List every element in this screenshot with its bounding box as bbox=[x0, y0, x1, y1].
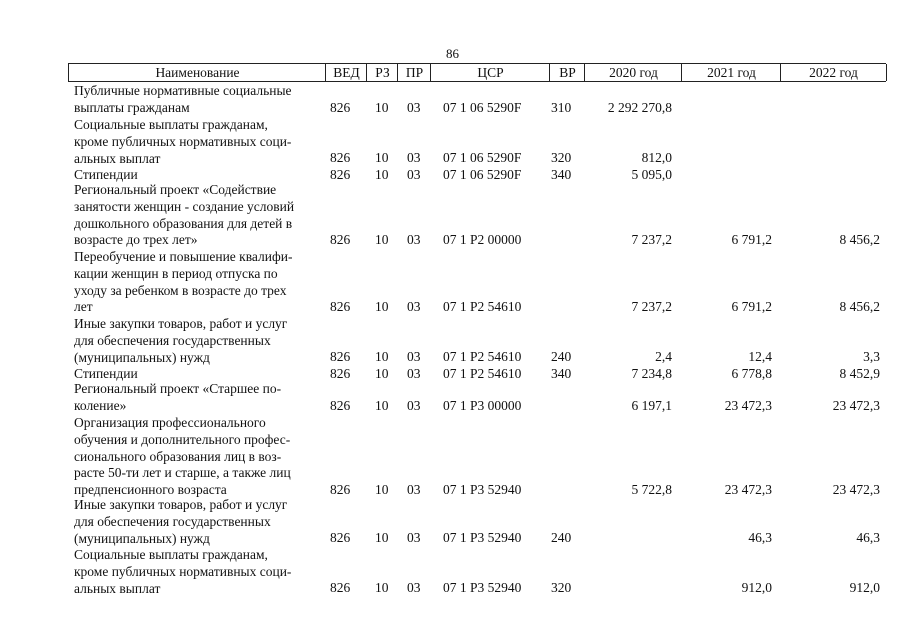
row-2022: 3,3 bbox=[863, 349, 880, 365]
row-name: Социальные выплаты гражданам, кроме публичных нормативных соци- альных выплат bbox=[74, 117, 292, 166]
row-2022: 46,3 bbox=[856, 530, 880, 546]
row-2020: 2 292 270,8 bbox=[607, 100, 672, 116]
row-rz: 10 bbox=[375, 100, 389, 116]
row-vr: 320 bbox=[551, 580, 572, 596]
page-number: 86 bbox=[446, 46, 459, 61]
header-name: Наименование bbox=[68, 64, 326, 81]
table-row bbox=[0, 117, 905, 167]
row-2020: 5 095,0 bbox=[631, 167, 672, 183]
row-2021: 6 778,8 bbox=[731, 366, 772, 382]
row-ved: 826 bbox=[330, 100, 351, 116]
row-rz: 10 bbox=[375, 366, 389, 382]
row-2020: 2,4 bbox=[655, 349, 672, 365]
row-rz: 10 bbox=[375, 232, 389, 248]
row-pr: 03 bbox=[407, 349, 421, 365]
row-ved: 826 bbox=[330, 349, 351, 365]
table-row bbox=[0, 83, 905, 117]
table-row bbox=[0, 182, 905, 249]
row-ved: 826 bbox=[330, 232, 351, 248]
row-pr: 03 bbox=[407, 150, 421, 166]
row-vr: 340 bbox=[551, 366, 572, 382]
row-rz: 10 bbox=[375, 398, 389, 414]
row-2020: 5 722,8 bbox=[631, 482, 672, 498]
row-pr: 03 bbox=[407, 100, 421, 116]
row-2022: 8 456,2 bbox=[839, 232, 880, 248]
row-rz: 10 bbox=[375, 150, 389, 166]
row-ved: 826 bbox=[330, 299, 351, 315]
row-2022: 23 472,3 bbox=[832, 482, 880, 498]
row-2021: 23 472,3 bbox=[724, 482, 772, 498]
row-ved: 826 bbox=[330, 580, 351, 596]
row-2020: 7 237,2 bbox=[631, 232, 672, 248]
row-csr: 07 1 06 5290F bbox=[443, 167, 522, 183]
row-pr: 03 bbox=[407, 530, 421, 546]
row-vr: 310 bbox=[551, 100, 572, 116]
row-2021: 46,3 bbox=[748, 530, 772, 546]
row-rz: 10 bbox=[375, 167, 389, 183]
row-2021: 23 472,3 bbox=[724, 398, 772, 414]
row-ved: 826 bbox=[330, 150, 351, 166]
row-csr: 07 1 Р3 52940 bbox=[443, 530, 522, 546]
row-name: Организация профессионального обучения и дополнительного профес- сионального образования лиц в воз- расте 50-ти лет и старше, а также лиц предпенсионного возраста bbox=[74, 415, 291, 498]
header-ved: ВЕД bbox=[325, 64, 367, 81]
row-pr: 03 bbox=[407, 299, 421, 315]
row-2020: 7 234,8 bbox=[631, 366, 672, 382]
row-2020: 7 237,2 bbox=[631, 299, 672, 315]
row-ved: 826 bbox=[330, 530, 351, 546]
row-ved: 826 bbox=[330, 167, 351, 183]
row-vr: 240 bbox=[551, 530, 572, 546]
row-csr: 07 1 Р2 54610 bbox=[443, 349, 522, 365]
row-rz: 10 bbox=[375, 580, 389, 596]
row-name: Иные закупки товаров, работ и услуг для обеспечения государственных (муниципальных) нужд bbox=[74, 316, 288, 365]
row-2021: 6 791,2 bbox=[731, 232, 772, 248]
row-ved: 826 bbox=[330, 482, 351, 498]
table-row bbox=[0, 547, 905, 597]
row-ved: 826 bbox=[330, 366, 351, 382]
row-vr: 340 bbox=[551, 167, 572, 183]
row-name: Социальные выплаты гражданам, кроме публичных нормативных соци- альных выплат bbox=[74, 547, 292, 596]
table-row bbox=[0, 415, 905, 499]
row-csr: 07 1 Р2 54610 bbox=[443, 366, 522, 382]
row-csr: 07 1 06 5290F bbox=[443, 100, 522, 116]
header-rz: РЗ bbox=[366, 64, 398, 81]
header-vr: ВР bbox=[549, 64, 585, 81]
row-pr: 03 bbox=[407, 482, 421, 498]
row-rz: 10 bbox=[375, 349, 389, 365]
row-name: Региональный проект «Старшее по- коление» bbox=[74, 381, 282, 413]
row-csr: 07 1 Р3 00000 bbox=[443, 398, 522, 414]
row-2022: 23 472,3 bbox=[832, 398, 880, 414]
row-csr: 07 1 Р2 00000 bbox=[443, 232, 522, 248]
row-rz: 10 bbox=[375, 530, 389, 546]
header-2021: 2021 год bbox=[681, 64, 781, 81]
header-2020: 2020 год bbox=[584, 64, 682, 81]
table-row bbox=[0, 316, 905, 366]
row-pr: 03 bbox=[407, 232, 421, 248]
row-name: Региональный проект «Содействие занятости женщин - создание условий дошкольного образования для детей в возрасте до трех лет» bbox=[74, 182, 295, 248]
header-csr: ЦСР bbox=[430, 64, 550, 81]
row-name: Иные закупки товаров, работ и услуг для обеспечения государственных (муниципальных) нужд bbox=[74, 497, 288, 546]
row-csr: 07 1 Р2 54610 bbox=[443, 299, 522, 315]
table-row bbox=[0, 249, 905, 316]
row-pr: 03 bbox=[407, 398, 421, 414]
header-2022: 2022 год bbox=[780, 64, 887, 81]
row-csr: 07 1 Р3 52940 bbox=[443, 482, 522, 498]
header-pr: ПР bbox=[397, 64, 431, 81]
row-2022: 8 452,9 bbox=[839, 366, 880, 382]
row-name: Стипендии bbox=[74, 167, 138, 182]
row-rz: 10 bbox=[375, 299, 389, 315]
row-pr: 03 bbox=[407, 580, 421, 596]
row-csr: 07 1 Р3 52940 bbox=[443, 580, 522, 596]
row-name: Публичные нормативные социальные выплаты гражданам bbox=[74, 83, 292, 115]
row-2021: 6 791,2 bbox=[731, 299, 772, 315]
row-2021: 912,0 bbox=[741, 580, 772, 596]
row-2020: 6 197,1 bbox=[631, 398, 672, 414]
row-pr: 03 bbox=[407, 167, 421, 183]
row-vr: 320 bbox=[551, 150, 572, 166]
row-2021: 12,4 bbox=[748, 349, 772, 365]
row-pr: 03 bbox=[407, 366, 421, 382]
table-row bbox=[0, 381, 905, 415]
row-name: Стипендии bbox=[74, 366, 138, 381]
table-row bbox=[0, 497, 905, 547]
row-2020: 812,0 bbox=[641, 150, 672, 166]
row-ved: 826 bbox=[330, 398, 351, 414]
row-rz: 10 bbox=[375, 482, 389, 498]
row-csr: 07 1 06 5290F bbox=[443, 150, 522, 166]
row-name: Переобучение и повышение квалифи- кации женщин в период отпуска по уходу за ребенком в возрасте до трех лет bbox=[74, 249, 293, 315]
row-vr: 240 bbox=[551, 349, 572, 365]
row-2022: 912,0 bbox=[849, 580, 880, 596]
row-2022: 8 456,2 bbox=[839, 299, 880, 315]
